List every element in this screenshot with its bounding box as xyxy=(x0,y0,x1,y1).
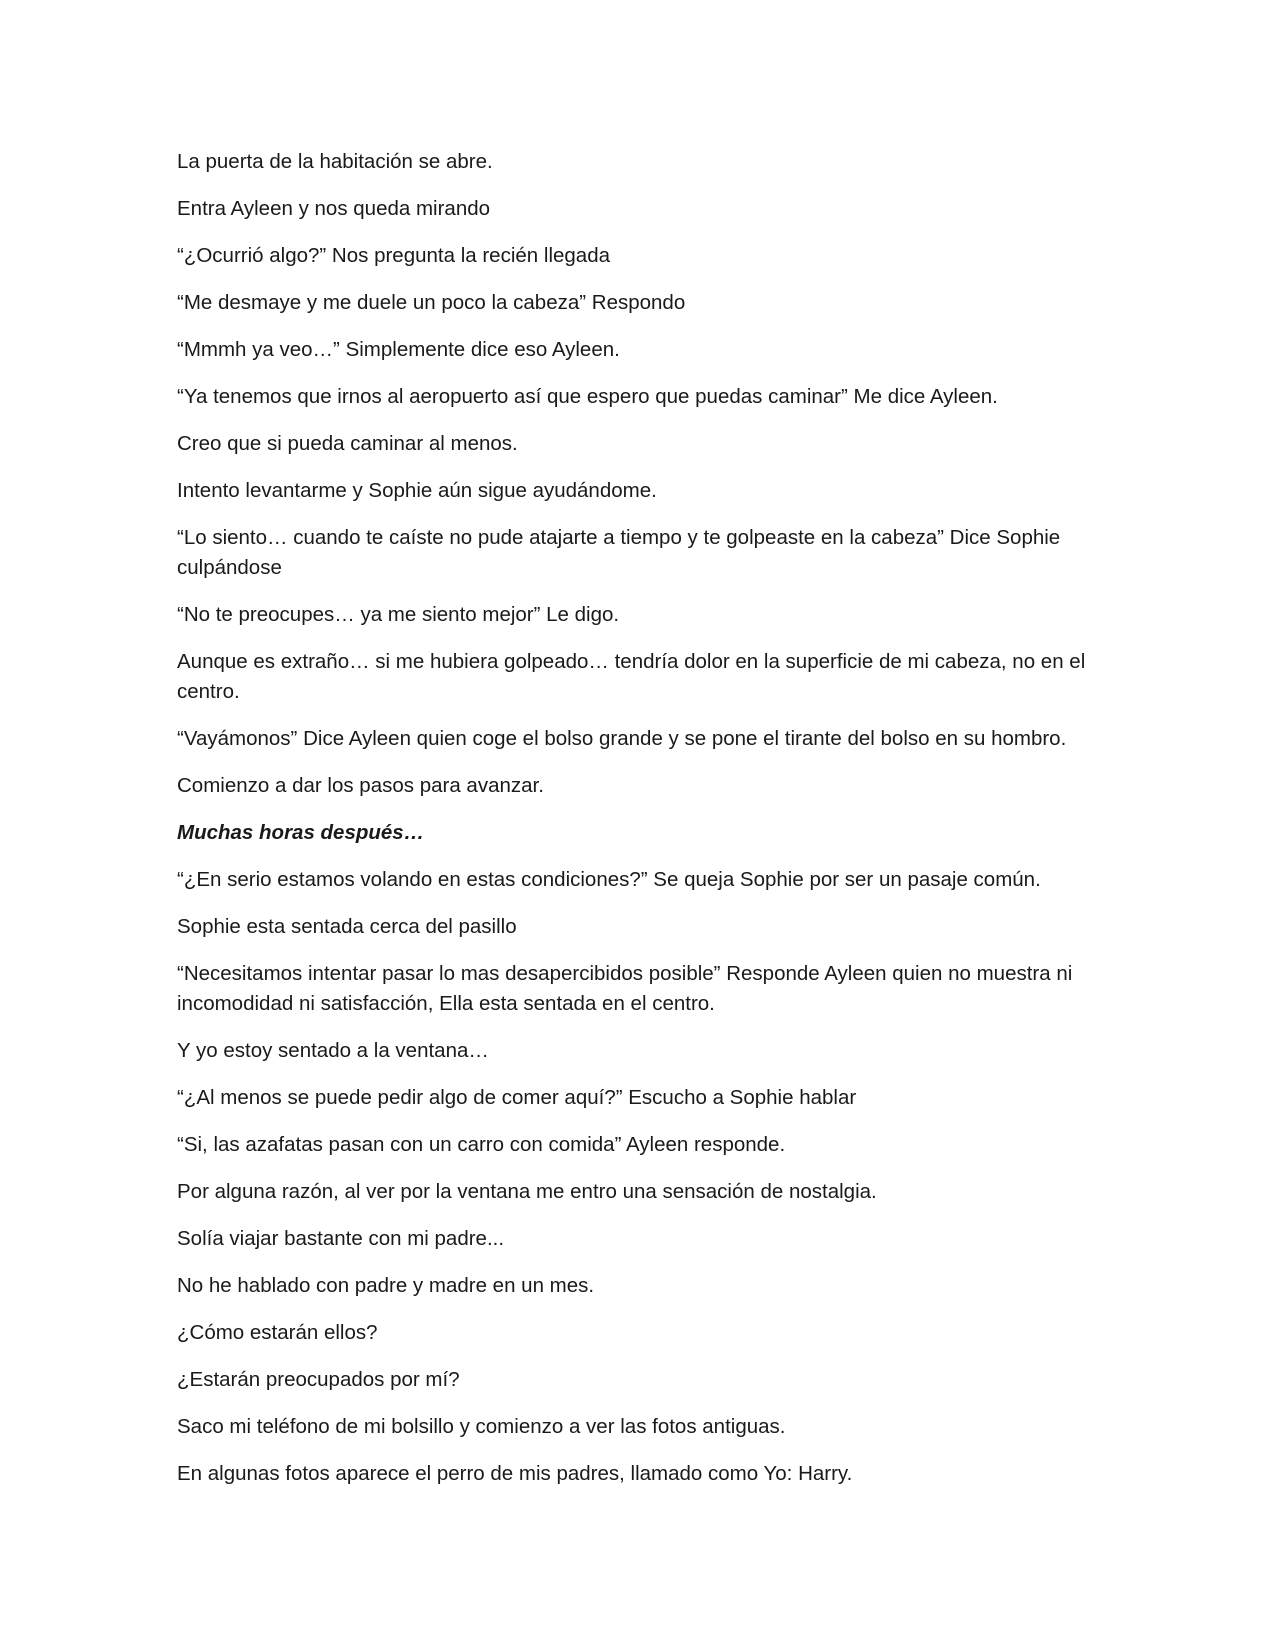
paragraph: Intento levantarme y Sophie aún sigue ayudándome. xyxy=(177,479,657,502)
paragraph: ¿Cómo estarán ellos? xyxy=(177,1321,378,1344)
paragraph: No he hablado con padre y madre en un mes. xyxy=(177,1274,595,1297)
scene-break-heading: Muchas horas después… xyxy=(177,821,425,844)
paragraph: ¿Estarán preocupados por mí? xyxy=(177,1368,460,1391)
paragraph: “¿Ocurrió algo?” Nos pregunta la recién llegada xyxy=(177,244,611,267)
paragraph: Sophie esta sentada cerca del pasillo xyxy=(177,915,517,938)
paragraph: Comienzo a dar los pasos para avanzar. xyxy=(177,774,544,797)
paragraph: Por alguna razón, al ver por la ventana me entro una sensación de nostalgia. xyxy=(177,1180,877,1203)
document-body xyxy=(177,147,1107,1506)
paragraph: En algunas fotos aparece el perro de mis padres, llamado como Yo: Harry. xyxy=(177,1462,853,1485)
paragraph: “Mmmh ya veo…” Simplemente dice eso Ayleen. xyxy=(177,338,620,361)
paragraph: “Ya tenemos que irnos al aeropuerto así que espero que puedas caminar” Me dice Ayleen. xyxy=(177,385,998,408)
paragraph: “No te preocupes… ya me siento mejor” Le digo. xyxy=(177,603,620,626)
paragraph: Creo que si pueda caminar al menos. xyxy=(177,432,518,455)
paragraph: “Necesitamos intentar pasar lo mas desapercibidos posible” Responde Ayleen quien no muestra ni incomodidad ni satisfacción, Ella esta sentada en el centro. xyxy=(177,962,1073,1015)
paragraph: Solía viajar bastante con mi padre... xyxy=(177,1227,505,1250)
paragraph: “Lo siento… cuando te caíste no pude atajarte a tiempo y te golpeaste en la cabeza” Dice Sophie culpándose xyxy=(177,526,1061,579)
paragraph: Entra Ayleen y nos queda mirando xyxy=(177,197,491,220)
paragraph: “¿Al menos se puede pedir algo de comer aquí?” Escucho a Sophie hablar xyxy=(177,1086,857,1109)
paragraph: “Si, las azafatas pasan con un carro con comida” Ayleen responde. xyxy=(177,1133,786,1156)
paragraph: Aunque es extraño… si me hubiera golpeado… tendría dolor en la superficie de mi cabeza, no en el centro. xyxy=(177,650,1086,703)
paragraph: Y yo estoy sentado a la ventana… xyxy=(177,1039,489,1062)
paragraph: Saco mi teléfono de mi bolsillo y comienzo a ver las fotos antiguas. xyxy=(177,1415,786,1438)
paragraph: La puerta de la habitación se abre. xyxy=(177,150,493,173)
paragraph: “Me desmaye y me duele un poco la cabeza” Respondo xyxy=(177,291,686,314)
paragraph: “¿En serio estamos volando en estas condiciones?” Se queja Sophie por ser un pasaje común. xyxy=(177,868,1041,891)
paragraph: “Vayámonos” Dice Ayleen quien coge el bolso grande y se pone el tirante del bolso en su hombro. xyxy=(177,727,1067,750)
